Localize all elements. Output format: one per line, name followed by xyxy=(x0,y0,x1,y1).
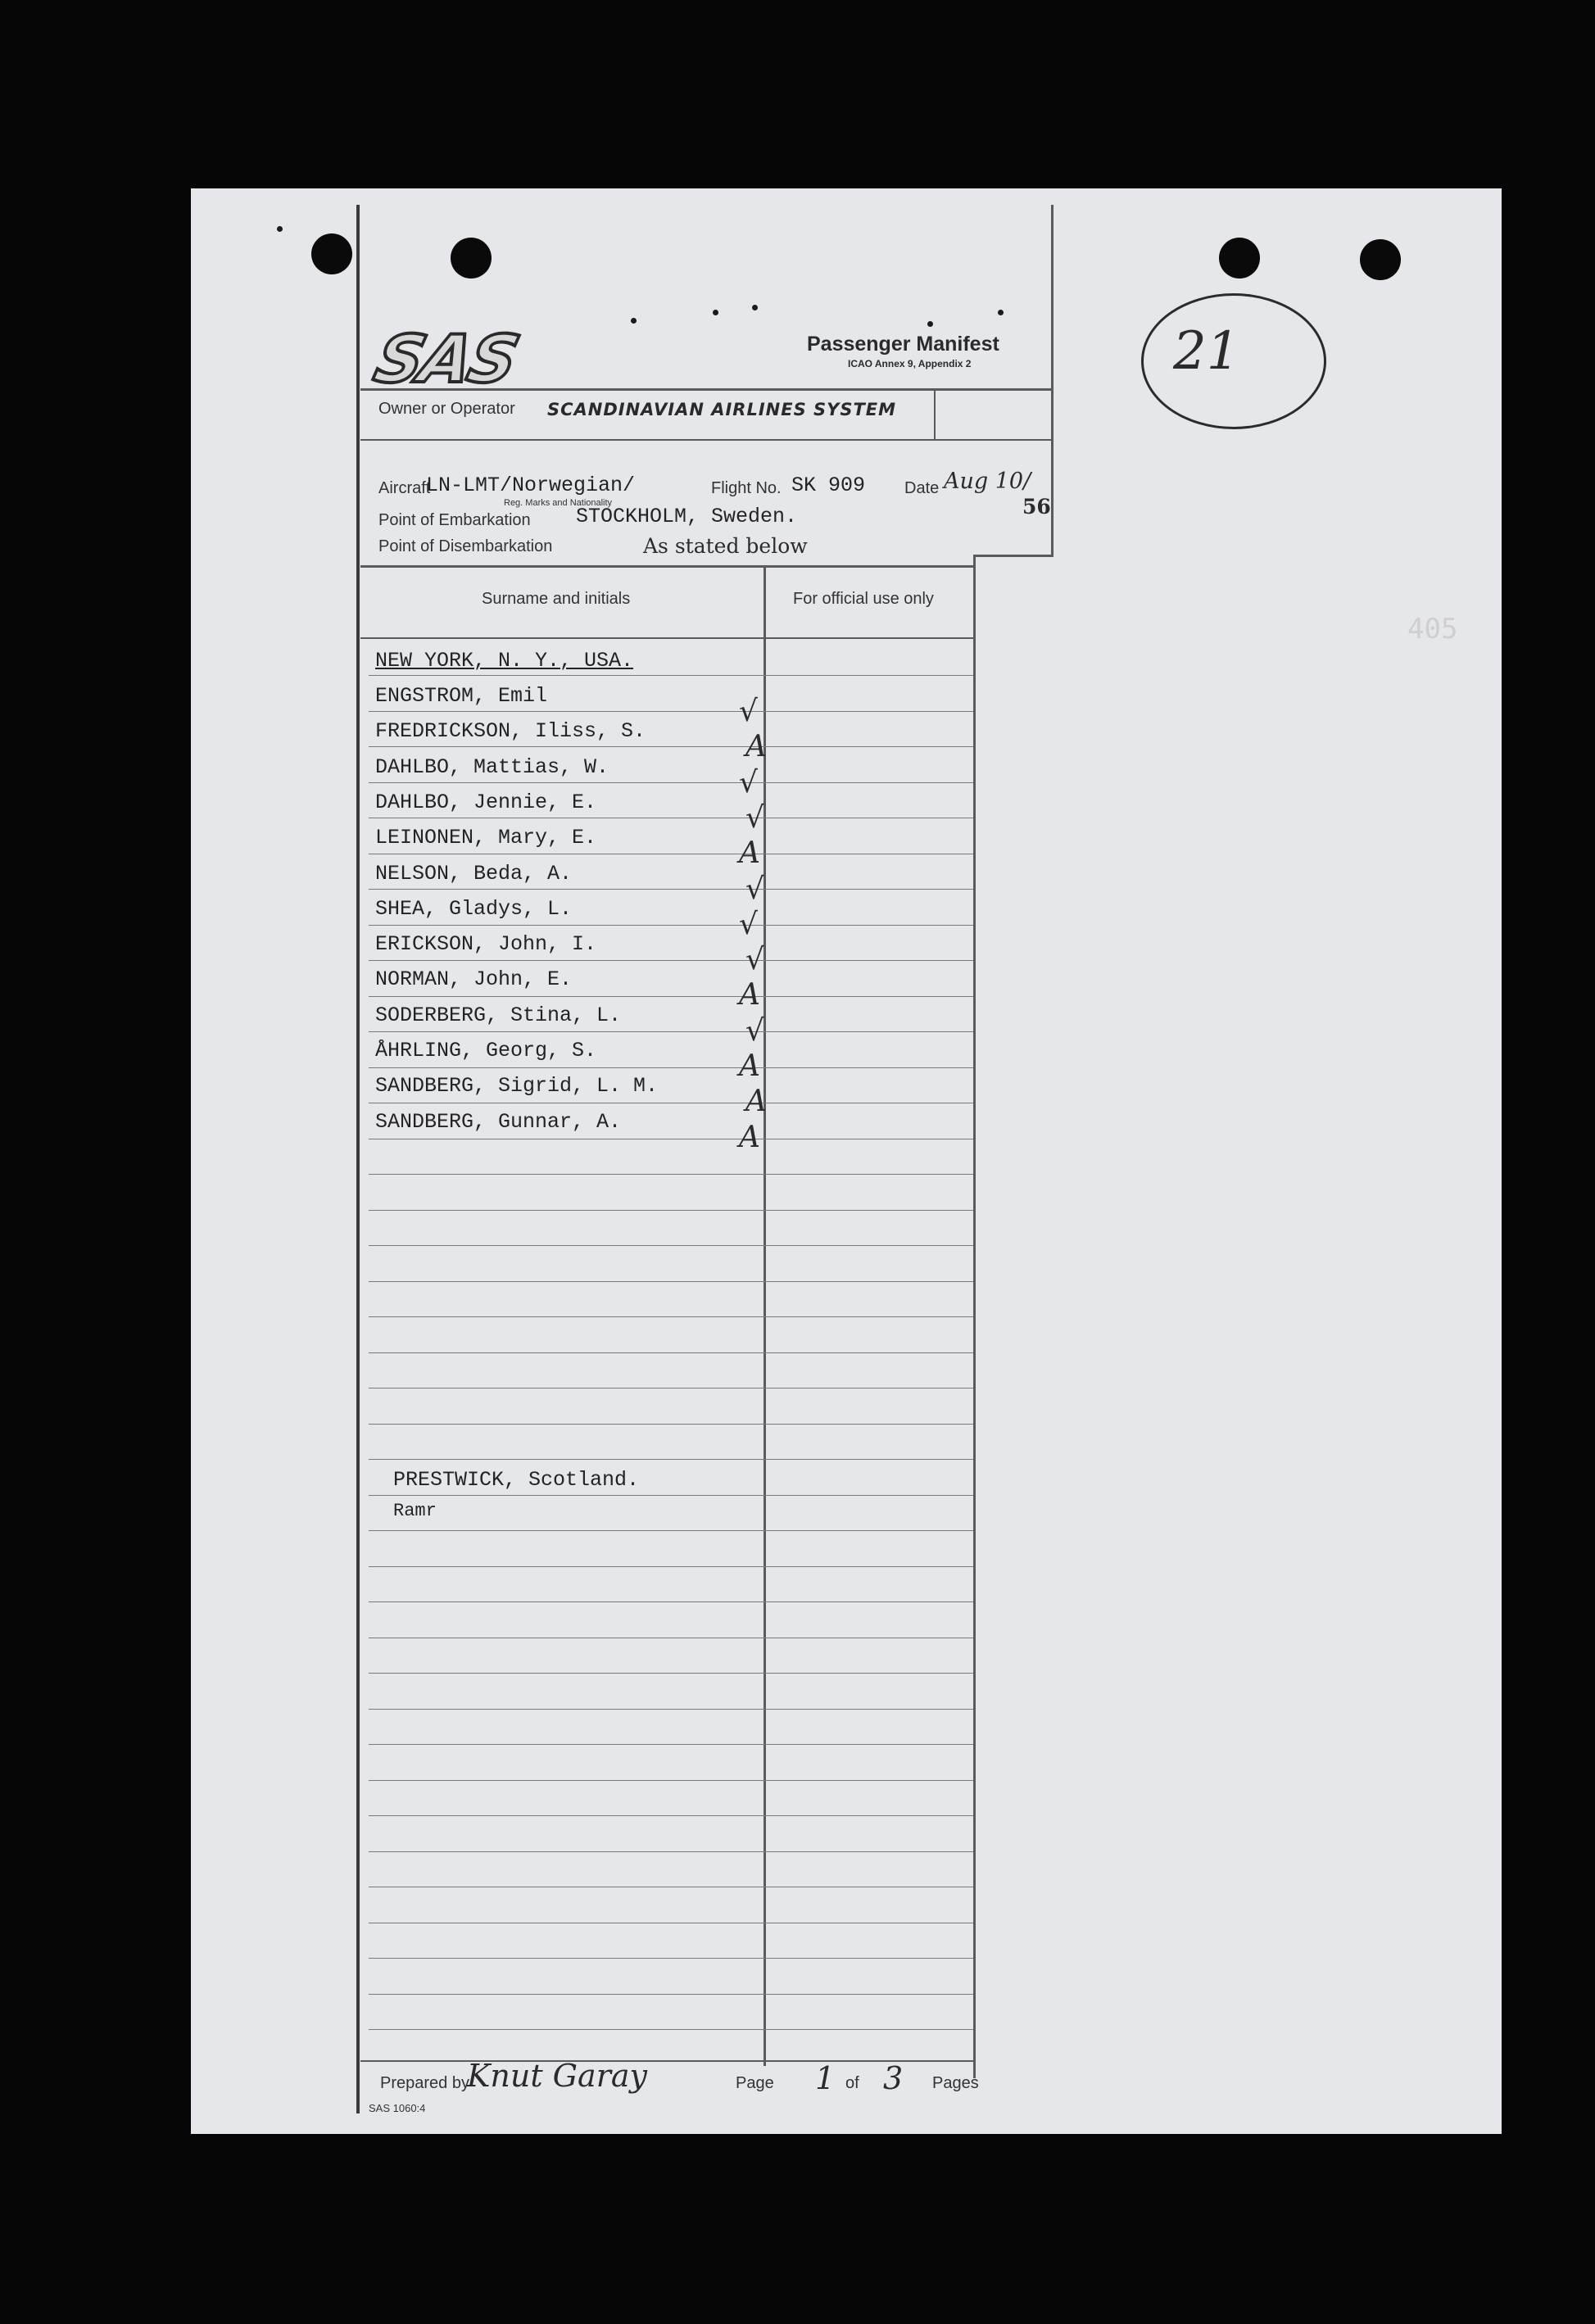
ruled-line xyxy=(369,1709,973,1710)
passenger-row: SANDBERG, Sigrid, L. M. xyxy=(375,1074,659,1099)
dust-speck xyxy=(277,226,283,232)
reg-marks-note: Reg. Marks and Nationality xyxy=(504,498,613,508)
dust-speck xyxy=(713,310,718,315)
ruled-line xyxy=(369,1210,973,1211)
official-check-mark: A xyxy=(739,1049,760,1083)
ruled-line xyxy=(369,1815,973,1816)
ruled-line xyxy=(369,746,973,747)
ruled-line xyxy=(369,1744,973,1745)
column-header-names: Surname and initials xyxy=(482,590,631,608)
disembarkation-label: Point of Disembarkation xyxy=(378,537,553,555)
ruled-line xyxy=(369,996,973,997)
official-check-mark: √ xyxy=(745,800,764,835)
ruled-line xyxy=(369,675,973,676)
dust-speck xyxy=(998,310,1004,315)
passenger-row: LEINONEN, Mary, E. xyxy=(375,826,597,850)
ruled-line xyxy=(369,1352,973,1353)
sas-logo: SAS xyxy=(367,321,524,397)
aircraft-value: LN-LMT/Norwegian/ xyxy=(426,473,636,497)
ruled-line xyxy=(369,1851,973,1852)
ruled-line xyxy=(369,1601,973,1602)
official-check-mark: A xyxy=(739,836,760,871)
ruled-line xyxy=(369,1316,973,1317)
destination-new-york: NEW YORK, N. Y., USA. xyxy=(375,649,634,673)
dust-speck xyxy=(752,305,758,310)
owner-bottom-rule xyxy=(360,439,1053,441)
dust-speck xyxy=(927,321,933,327)
circled-number: 21 xyxy=(1173,321,1240,382)
punch-hole xyxy=(311,233,352,274)
passenger-row: ERICKSON, John, I. xyxy=(375,932,597,957)
ruled-line xyxy=(369,925,973,926)
date-year: 56 xyxy=(1022,495,1051,519)
official-check-mark: √ xyxy=(745,943,764,977)
total-pages: 3 xyxy=(883,2060,904,2096)
ruled-line xyxy=(369,1994,973,1995)
ruled-line xyxy=(369,960,973,961)
destination-prestwick: PRESTWICK, Scotland. xyxy=(393,1468,640,1492)
official-check-mark: √ xyxy=(745,1013,764,1048)
flight-value: SK 909 xyxy=(791,473,866,497)
punch-hole xyxy=(1360,239,1401,280)
passenger-row: DAHLBO, Jennie, E. xyxy=(375,790,597,814)
flight-label: Flight No. xyxy=(711,479,782,497)
embarkation-label: Point of Embarkation xyxy=(378,511,531,529)
embarkation-value: STOCKHOLM, Sweden. xyxy=(576,505,798,528)
ruled-line xyxy=(369,1495,973,1496)
punch-hole xyxy=(451,238,492,279)
left-margin-line xyxy=(356,205,360,2113)
passenger-row: SHEA, Gladys, L. xyxy=(375,896,573,921)
form-number: SAS 1060:4 xyxy=(369,2102,426,2114)
owner-divider xyxy=(934,390,936,439)
date-value: Aug 10/ xyxy=(944,469,1031,494)
ruled-line xyxy=(369,2029,973,2030)
ruled-line xyxy=(369,1388,973,1389)
passenger-row: SANDBERG, Gunnar, A. xyxy=(375,1109,622,1134)
prepared-by-label: Prepared by xyxy=(380,2074,469,2092)
official-check-mark: A xyxy=(745,730,767,764)
page-number: 1 xyxy=(815,2060,836,2096)
official-check-mark: A xyxy=(739,1120,760,1154)
column-header-official: For official use only xyxy=(793,590,934,608)
passenger-row: NORMAN, John, E. xyxy=(375,967,573,992)
passenger-row: NELSON, Beda, A. xyxy=(375,861,573,886)
ruled-line xyxy=(369,889,973,890)
punch-hole xyxy=(1219,238,1260,279)
ruled-line xyxy=(369,1031,973,1032)
destination-note: Ramr xyxy=(393,1501,437,1521)
aircraft-label: Aircraft xyxy=(378,479,431,497)
disembarkation-value: As stated below xyxy=(643,534,808,558)
page-stamp-number: 405 xyxy=(1407,613,1458,646)
official-check-mark: A xyxy=(739,978,760,1013)
passenger-row: FREDRICKSON, Iliss, S. xyxy=(375,719,646,744)
official-check-mark: √ xyxy=(739,695,758,728)
official-check-mark: A xyxy=(745,1085,767,1119)
table-right-border xyxy=(973,555,976,2078)
table-top-rule xyxy=(360,565,975,568)
ruled-line xyxy=(369,1566,973,1567)
preparer-signature: Knut Garay xyxy=(467,2058,647,2094)
pages-label: Pages xyxy=(932,2074,979,2092)
ruled-line xyxy=(369,1530,973,1531)
passenger-row: SODERBERG, Stina, L. xyxy=(375,1003,622,1027)
ruled-line xyxy=(369,1424,973,1425)
ruled-line xyxy=(369,1281,973,1282)
owner-label: Owner or Operator xyxy=(378,400,515,418)
ruled-line xyxy=(369,1459,973,1460)
official-check-mark: √ xyxy=(739,765,758,800)
ruled-line xyxy=(369,1673,973,1674)
ruled-line xyxy=(369,782,973,783)
official-check-mark: √ xyxy=(745,872,764,906)
ruled-line xyxy=(369,711,973,712)
dust-speck xyxy=(631,318,637,324)
ruled-line xyxy=(369,1067,973,1068)
ruled-line xyxy=(369,1958,973,1959)
official-check-mark: √ xyxy=(739,907,758,941)
passenger-row: DAHLBO, Mattias, W. xyxy=(375,754,609,779)
owner-value: SCANDINAVIAN AIRLINES SYSTEM xyxy=(547,400,897,419)
form-subtitle: ICAO Annex 9, Appendix 2 xyxy=(848,358,972,369)
date-label: Date xyxy=(904,479,940,497)
ruled-line xyxy=(369,1174,973,1175)
header-bottom-border xyxy=(973,555,1054,557)
passenger-row: ÅHRLING, Georg, S. xyxy=(375,1039,597,1062)
ruled-line xyxy=(369,1780,973,1781)
form-title: Passenger Manifest xyxy=(807,333,999,356)
passenger-row: ENGSTROM, Emil xyxy=(375,684,548,708)
page-label: Page xyxy=(736,2074,774,2092)
header-right-border xyxy=(1051,205,1054,555)
of-label: of xyxy=(845,2074,859,2092)
ruled-line xyxy=(369,1245,973,1246)
table-head-rule xyxy=(360,637,975,639)
